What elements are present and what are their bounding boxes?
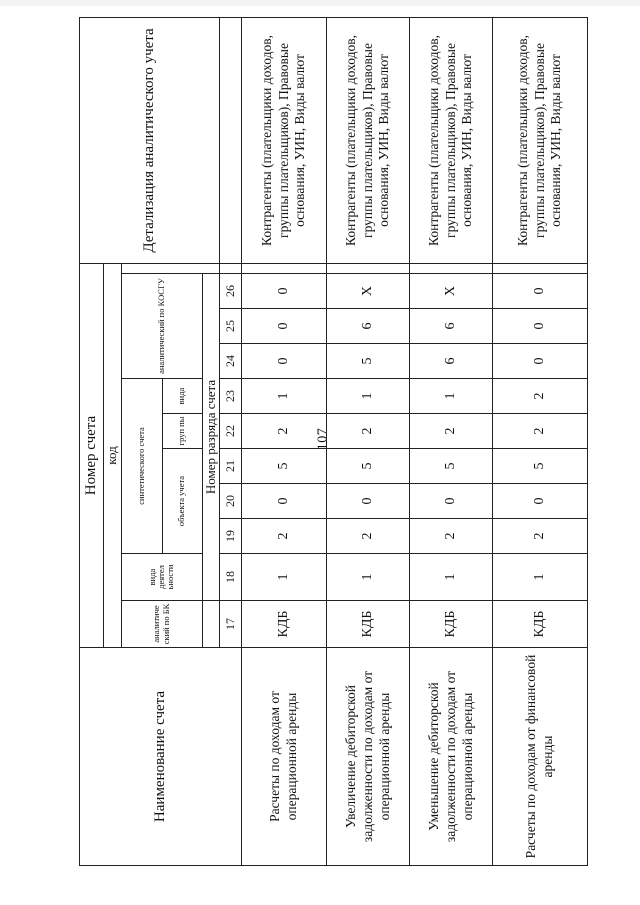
row-value: 0 [327,484,410,519]
row-value: 2 [410,414,493,449]
digit-number-header: Номер разряда счета [202,274,220,601]
digit-23: 23 [220,379,242,414]
rotated-table-wrapper [79,28,564,866]
digit-19: 19 [220,519,242,554]
row-value: 2 [327,414,410,449]
analytic-bk-header: аналитиче ский по БК [121,601,202,648]
row-spacer [327,263,410,273]
row-account-name: Расчеты по доходам от финансовой аренды [493,648,588,866]
row-value: 1 [410,379,493,414]
row-value: КДБ [410,601,493,648]
row-spacer [410,263,493,273]
detail-header: Детализация аналитического учета [80,17,220,263]
row-value: 2 [493,379,588,414]
table-row [493,17,588,865]
row-spacer [242,263,327,273]
account-name-header: Наименование счета [80,648,242,866]
row-account-name: Уменьшение дебиторской задолженности по доходам от операционной аренды [410,648,493,866]
row-value: 0 [242,274,327,309]
group-header: груп пы [162,414,202,449]
kosgu-header: аналитический по КОСГУ [121,274,202,379]
row-value: 0 [493,309,588,344]
table-row [410,17,493,865]
accounting-object-header: объекта учета [162,449,202,554]
account-number-header: Номер счета [80,263,104,647]
row-value: 5 [327,449,410,484]
row-account-name: Расчеты по доходам от операционной аренды [242,648,327,866]
row-spacer [493,263,588,273]
row-value: 5 [410,449,493,484]
row-detail: Контрагенты (плательщики доходов, группы плательщиков), Правовые основания, УИН, Виды валют [242,17,327,263]
row-value: 6 [327,309,410,344]
row-value: 0 [493,344,588,379]
row-value: 0 [410,484,493,519]
code-header: код [104,263,122,647]
spacer-cell [121,263,220,273]
scan-edge [0,0,640,6]
row-value: 2 [242,519,327,554]
digit-22: 22 [220,414,242,449]
row-value: 1 [493,554,588,601]
row-value: 1 [327,379,410,414]
header-row-1 [80,17,104,865]
row-value: 1 [410,554,493,601]
activity-type-header: вида деятел ьности [121,554,202,601]
row-value: Х [327,274,410,309]
account-table [79,17,588,866]
row-value: 6 [410,344,493,379]
row-value: КДБ [493,601,588,648]
row-value: 0 [493,484,588,519]
digit-18: 18 [220,554,242,601]
kind-header: вида [162,379,202,414]
row-detail: Контрагенты (плательщики доходов, группы плательщиков), Правовые основания, УИН, Виды валют [493,17,588,263]
row-value: 6 [410,309,493,344]
digit-24: 24 [220,344,242,379]
row-value: 2 [410,519,493,554]
row-value: 0 [493,274,588,309]
row-value: 0 [242,309,327,344]
row-value: 2 [493,519,588,554]
digit-21: 21 [220,449,242,484]
synthetic-header: синтетического счета [121,379,162,554]
table-row [242,17,327,865]
row-account-name: Увеличение дебиторской задолженности по доходам от операционной аренды [327,648,410,866]
row-value: 1 [242,554,327,601]
digit-25: 25 [220,309,242,344]
row-value: 0 [242,484,327,519]
row-value: 1 [242,379,327,414]
row-value: 5 [493,449,588,484]
table-area [79,28,564,866]
digit-spacer-left [202,601,220,648]
row-detail: Контрагенты (плательщики доходов, группы плательщиков), Правовые основания, УИН, Виды валют [327,17,410,263]
row-value: 0 [242,344,327,379]
row-value: КДБ [242,601,327,648]
digit-20: 20 [220,484,242,519]
row-value: 5 [242,449,327,484]
row-value: 2 [493,414,588,449]
row-value: КДБ [327,601,410,648]
detail-digit-cell [220,17,242,263]
row-value: 5 [327,344,410,379]
table-row [327,17,410,865]
row-detail: Контрагенты (плательщики доходов, группы плательщиков), Правовые основания, УИН, Виды валют [410,17,493,263]
row-value: 2 [327,519,410,554]
row-value: Х [410,274,493,309]
digit-26: 26 [220,274,242,309]
digit-17: 17 [220,601,242,648]
page-number: 107 [315,427,331,451]
digit-spacer [220,263,242,273]
row-value: 2 [242,414,327,449]
row-value: 1 [327,554,410,601]
